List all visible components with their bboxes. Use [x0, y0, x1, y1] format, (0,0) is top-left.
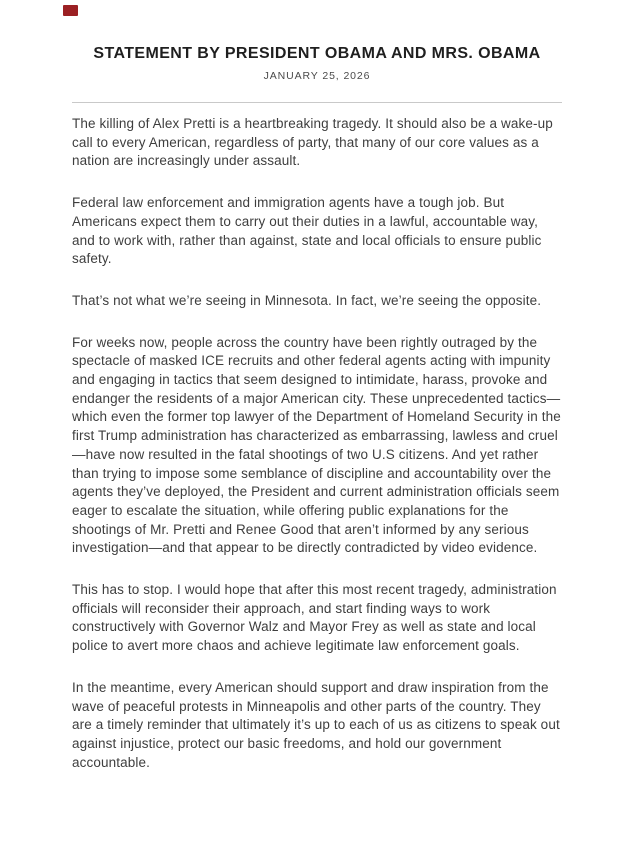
paragraph-5: This has to stop. I would hope that after this most recent tragedy, administration officials will reconsider their approach, and start finding ways to work constructively with Governor Walz and Mayor Frey as well as state and local police to avert more chaos and achieve legitimate law enforcement goals. [72, 582, 557, 654]
statement-date: JANUARY 25, 2026 [263, 70, 371, 82]
paragraph-6: In the meantime, every American should support and draw inspiration from the wave of peaceful protests in Minneapolis and other parts of the country. They are a timely reminder that ultimately it’s up to each of us as citizens to speak out against injustice, protect our basic freedoms, and hold our government accountable. [72, 679, 560, 770]
statement-body [72, 115, 562, 772]
paragraph-4: For weeks now, people across the country have been rightly outraged by the spectacle of masked ICE recruits and other federal agents acting with impunity and engaging in tactics that seem designed to intimidate, harass, provoke and endanger the residents of a major American city. These unprecedented tactics—which even the former top lawyer of the Department of Homeland Security in the first Trump administration has characterized as embarrassing, lawless and cruel—have now resulted in the fatal shootings of two U.S citizens. And yet rather than trying to impose some semblance of discipline and accountability over the agents they’ve deployed, the President and current administration officials seem eager to escalate the situation, while offering public explanations for the shootings of Mr. Pretti and Renee Good that aren’t informed by any serious investigation—and that appear to be directly contradicted by video evidence. [72, 334, 561, 556]
paragraph-3: That’s not what we’re seeing in Minnesota. In fact, we’re seeing the opposite. [72, 292, 542, 308]
page-title: STATEMENT BY PRESIDENT OBAMA AND MRS. OBAMA [93, 45, 541, 62]
paragraph-2: Federal law enforcement and immigration agents have a tough job. But Americans expect them to carry out their duties in a lawful, accountable way, and to work with, rather than against, state and local officials to ensure public safety. [72, 195, 542, 267]
divider [72, 102, 562, 103]
statement-document [72, 0, 562, 795]
paragraph-1: The killing of Alex Pretti is a heartbreaking tragedy. It should also be a wake-up call to every American, regardless of party, that many of our core values as a nation are increasingly under assault. [72, 116, 553, 169]
